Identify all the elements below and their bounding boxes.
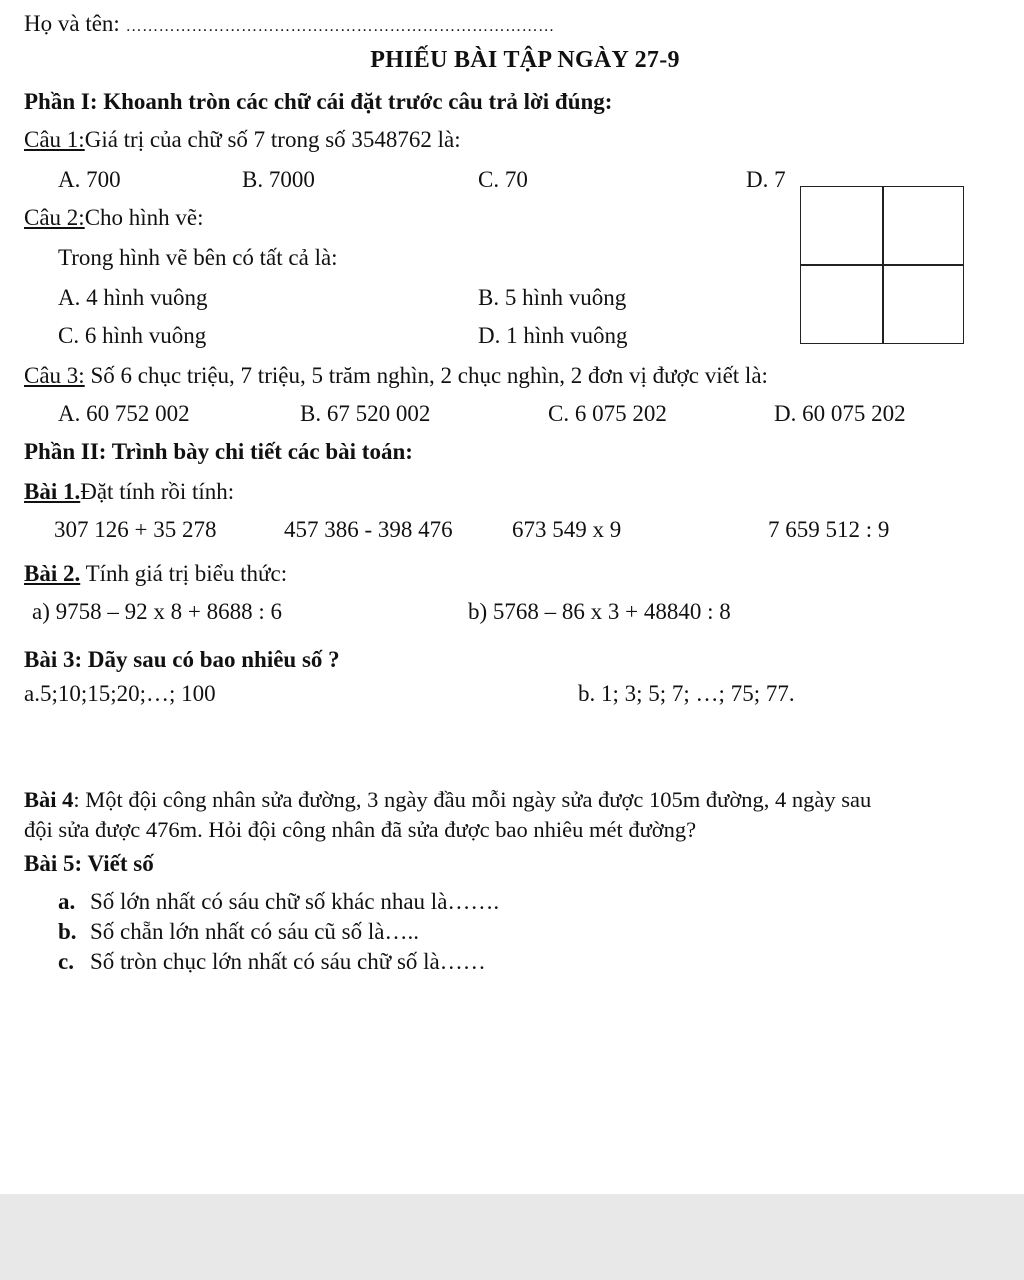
exercise-1: [24, 478, 234, 506]
exercise-2-label: Bài 2.: [24, 561, 81, 586]
exercise-4-text-1: : Một đội công nhân sửa đường, 3 ngày đầu mỗi ngày sửa được 105m đường, 4 ngày sau: [73, 787, 872, 812]
exercise-1-label: Bài 1.: [24, 479, 81, 504]
square-figure: [800, 186, 964, 344]
exercise-1-item-2: 457 386 - 398 476: [284, 517, 453, 542]
viewer-background: [0, 1194, 1024, 1280]
exercise-1-item-1: 307 126 + 35 278: [54, 517, 217, 542]
exercise-1-item-3: 673 549 x 9: [512, 517, 622, 542]
exercise-5-item-b: [58, 918, 419, 946]
name-dots: ……………………………………………………………………: [125, 18, 555, 35]
exercise-3-item-b: b. 1; 3; 5; 7; …; 75; 77.: [578, 681, 795, 706]
part2-heading: Phần II: Trình bày chi tiết các bài toán:: [24, 439, 413, 464]
exercise-5-marker-c: c.: [58, 949, 74, 974]
question-3: [24, 362, 768, 390]
q2-option-d: D. 1 hình vuông: [478, 323, 628, 348]
exercise-4-label: Bài 4: [24, 787, 74, 812]
q3-option-b: B. 67 520 002: [300, 401, 431, 426]
exercise-2: [24, 560, 287, 588]
question-2-subtext: Trong hình vẽ bên có tất cả là:: [58, 245, 338, 270]
exercise-4-line-2: đội sửa được 476m. Hỏi đội công nhân đã sửa được bao nhiêu mét đường?: [24, 817, 697, 842]
exercise-2-item-a: a) 9758 – 92 x 8 + 8688 : 6: [32, 599, 282, 624]
question-1: [24, 126, 461, 154]
exercise-1-text: Đặt tính rồi tính:: [80, 479, 235, 504]
q3-option-c: C. 6 075 202: [548, 401, 667, 426]
q1-option-a: A. 700: [58, 167, 121, 192]
question-3-label: Câu 3:: [24, 363, 85, 388]
exercise-2-item-b: b) 5768 – 86 x 3 + 48840 : 8: [468, 599, 731, 624]
exercise-2-text: Tính giá trị biểu thức:: [80, 561, 288, 586]
exercise-5-item-c: [58, 948, 486, 976]
question-3-text: Số 6 chục triệu, 7 triệu, 5 trăm nghìn, 2 chục nghìn, 2 đơn vị được viết là:: [84, 363, 768, 388]
q3-option-a: A. 60 752 002: [58, 401, 190, 426]
name-line: [24, 10, 555, 41]
name-label: Họ và tên:: [24, 11, 120, 36]
question-2-text: Cho hình vẽ:: [84, 205, 204, 230]
q1-option-c: C. 70: [478, 167, 528, 192]
question-1-text: Giá trị của chữ số 7 trong số 3548762 là:: [84, 127, 461, 152]
exercise-3-heading: Bài 3: Dãy sau có bao nhiêu số ?: [24, 647, 340, 672]
q3-option-d: D. 60 075 202: [774, 401, 906, 426]
q2-option-a: A. 4 hình vuông: [58, 285, 208, 310]
exercise-5-marker-a: a.: [58, 889, 76, 914]
exercise-5-item-a: [58, 888, 499, 916]
exercise-5-text-a: Số lớn nhất có sáu chữ số khác nhau là…….: [90, 889, 500, 914]
q2-option-b: B. 5 hình vuông: [478, 285, 627, 310]
exercise-5-heading: Bài 5: Viết số: [24, 851, 154, 876]
exercise-5-text-b: Số chẵn lớn nhất có sáu cũ số là…..: [90, 919, 419, 944]
exercise-4-line-1: [24, 786, 871, 814]
question-2: [24, 204, 204, 232]
square-figure-horizontal-line: [801, 264, 963, 266]
q1-option-b: B. 7000: [242, 167, 315, 192]
worksheet-title: PHIẾU BÀI TẬP NGÀY 27-9: [370, 47, 680, 73]
question-2-label: Câu 2:: [24, 205, 85, 230]
exercise-5-marker-b: b.: [58, 919, 77, 944]
q1-option-d: D. 7: [746, 167, 786, 192]
exercise-5-text-c: Số tròn chục lớn nhất có sáu chữ số là……: [90, 949, 486, 974]
question-1-label: Câu 1:: [24, 127, 85, 152]
exercise-3-item-a: a.5;10;15;20;…; 100: [24, 681, 216, 706]
q2-option-c: C. 6 hình vuông: [58, 323, 207, 348]
exercise-1-item-4: 7 659 512 : 9: [768, 517, 890, 542]
part1-heading: Phần I: Khoanh tròn các chữ cái đặt trước câu trả lời đúng:: [24, 89, 613, 114]
